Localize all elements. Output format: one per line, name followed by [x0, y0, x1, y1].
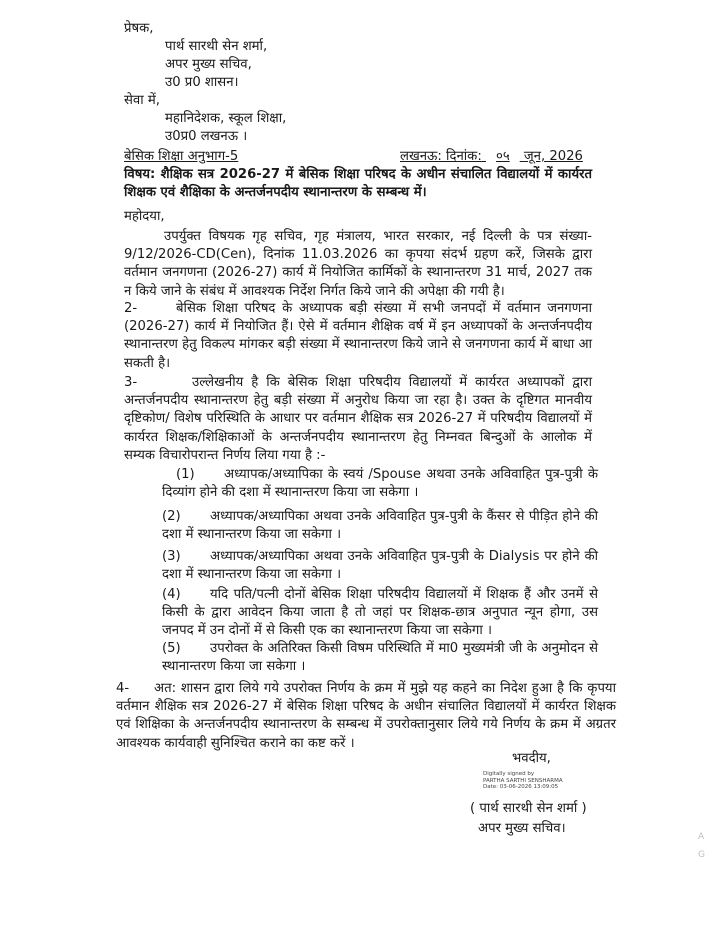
sender-designation: अपर मुख्य सचिव,	[165, 57, 252, 72]
digital-signature-stamp	[483, 771, 593, 791]
sender-name: पार्थ सारथी सेन शर्मा,	[165, 39, 268, 54]
section-name: बेसिक शिक्षा अनुभाग-5	[124, 149, 239, 164]
point-3-text: अध्यापक/अध्यापिका अथवा उनके अविवाहित पुत्र-पुत्री के Dialysis पर होने की दशा में स्थानान्तरण किया जा सकेगा ।	[162, 549, 598, 583]
paragraph-3: उल्लेखनीय है कि बेसिक शिक्षा परिषदीय विद्यालयों में कार्यरत अध्यापकों द्वारा अन्तर्जनपदीय स्थानान्तरण हेतु बड़ी संख्या में अनुरोध किया जा रहा है। उक्त के दृष्टिगत मानवीय दृष्टिकोण/ विशेष परिस्थिति के आधार पर वर्तमान शैक्षिक सत्र 2026-27 में परिषदीय विद्यालयों में कार्यरत शिक्षक/शिक्षिकाओं के अन्तर्जनपदीय स्थानान्तरण हेतु निम्नवत बिन्दुओं के आलोक में सम्यक विचारोपरान्त निर्णय लिया गया है :-	[124, 375, 592, 463]
recipient-line2: उ0प्र0 लखनऊ ।	[165, 129, 248, 144]
paragraph-2-number: 2-	[124, 301, 138, 316]
paragraph-2: बेसिक शिक्षा परिषद के अध्यापक बड़ी संख्या में सभी जनपदों में वर्तमान जनगणना (2026-27) कार्य में नियोजित हैं। ऐसे में वर्तमान शैक्षिक वर्ष में इन अध्यापकों के अन्तर्जनपदीय स्थानान्तरण हेतु विकल्प मांगकर बड़ी संख्या में स्थानान्तरण किये जाने से जनगणना कार्य में बाधा आ सकती है।	[124, 301, 592, 371]
sender-office: उ0 प्र0 शासन।	[165, 75, 239, 90]
edge-mark-1: A	[698, 832, 705, 842]
recipient-line1: महानिदेशक, स्कूल शिक्षा,	[165, 111, 287, 126]
paragraph-4: अत: शासन द्वारा लिये गये उपरोक्त निर्णय के क्रम में मुझे यह कहने का निदेश हुआ है कि कृपया वर्तमान शैक्षिक सत्र 2026-27 में बेसिक शिक्षा परिषद के अधीन संचालित विद्यालयों में कार्यरत शिक्षक एवं शिक्षिका के अन्तर्जनपदीय स्थानान्तरण के सम्बन्ध में उपरोक्तानुसार लिये गये निर्णय के क्रम में अग्रतर आवश्यक कार्यवाही सुनिश्चित कराने का कष्ट करें ।	[116, 681, 616, 751]
recipient-label: सेवा में,	[124, 93, 160, 108]
edge-mark-2: G	[698, 850, 705, 860]
paragraph-1: उपर्युक्त विषयक गृह सचिव, गृह मंत्रालय, भारत सरकार, नई दिल्ली के पत्र संख्या- 9/12/2026-CD(Cen), दिनांक 11.03.2026 का कृपया संदर्भ ग्रहण करें, जिसके द्वारा वर्तमान जनगणना (2026-27) कार्य में नियोजित कार्मिकों के स्थानान्तरण 31 मार्च, 2027 तक न किये जाने के संबंध में आवश्यक निर्देश निर्गत किये जाने की अपेक्षा की गयी है।	[124, 229, 592, 299]
point-1-text: अध्यापक/अध्यापिका के स्वयं /Spouse अथवा उनके अविवाहित पुत्र-पुत्री के दिव्यांग होने की दशा में स्थानान्तरण किया जा सकेगा ।	[162, 467, 598, 501]
digital-signature-line-3: Date: 03-06-2026 13:09:05	[483, 784, 559, 790]
signatory-designation: अपर मुख्य सचिव।	[478, 821, 566, 836]
point-5-number: (5)	[162, 641, 181, 656]
point-2-text: अध्यापक/अध्यापिका अथवा उनके अविवाहित पुत्र-पुत्री के कैंसर से पीड़ित होने की दशा में स्थानान्तरण किया जा सकेगा ।	[162, 509, 598, 543]
place-date-label: लखनऊ: दिनांक:	[400, 149, 482, 164]
date-month-year: जून, 2026	[523, 149, 583, 164]
point-2-number: (2)	[162, 509, 181, 524]
paragraph-4-number: 4-	[116, 681, 130, 696]
signatory-name: ( पार्थ सारथी सेन शर्मा )	[470, 801, 587, 816]
sender-label: प्रेषक,	[124, 21, 154, 36]
point-5-text: उपरोक्त के अतिरिक्त किसी विषम परिस्थिति में मा0 मुख्यमंत्री जी के अनुमोदन से स्थानान्तरण किया जा सकेगा ।	[162, 641, 598, 675]
point-4-number: (4)	[162, 587, 181, 602]
closing: भवदीय,	[512, 751, 551, 766]
salutation: महोदया,	[124, 209, 165, 224]
place-date	[400, 148, 583, 165]
paragraph-3-number: 3-	[124, 375, 138, 390]
digital-signature-line-1: Digitally signed by	[483, 771, 535, 777]
point-1-number: (1)	[176, 467, 195, 482]
digital-signature-line-2: PARTHA SARTHI SENSHARMA	[483, 777, 563, 784]
subject: विषय: शैक्षिक सत्र 2026-27 में बेसिक शिक्षा परिषद के अधीन संचालित विद्यालयों में कार्यरत शिक्षक एवं शैक्षिका के अन्तर्जनपदीय स्थानान्तरण के सम्बन्ध में।	[124, 167, 592, 201]
date-day: ०५	[495, 149, 510, 164]
point-3-number: (3)	[162, 549, 181, 564]
point-4-text: यदि पति/पत्नी दोनों बेसिक शिक्षा परिषदीय विद्यालयों में शिक्षक हैं और उनमें से किसी के द्वारा आवेदन किया जाता है तो जहां पर शिक्षक-छात्र अनुपात न्यून होगा, उस जनपद में उन दोनों में से किसी एक का स्थानान्तरण किया जा सकेगा ।	[162, 587, 598, 639]
